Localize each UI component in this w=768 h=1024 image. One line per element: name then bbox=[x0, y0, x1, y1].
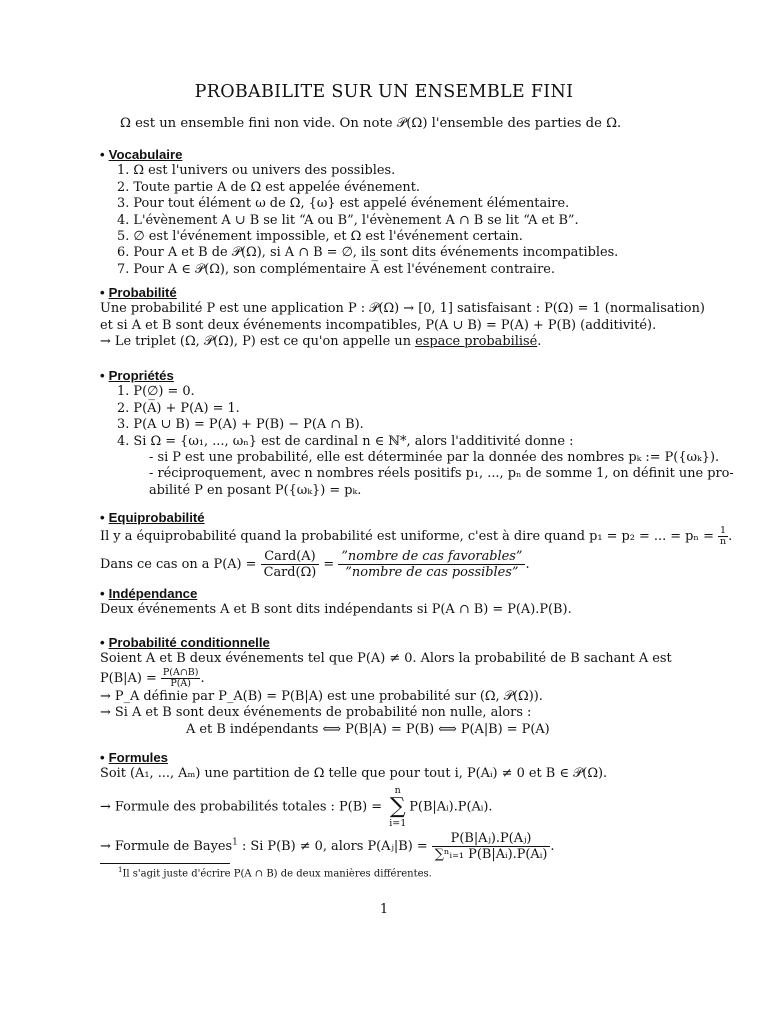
section-heading: • Probabilité bbox=[100, 285, 177, 300]
section-heading: • Equiprobabilité bbox=[100, 510, 205, 525]
section-independance bbox=[100, 586, 690, 619]
fraction: $\frac{1}{n}$ bbox=[720, 525, 727, 548]
sub-item: - réciproquement, avec n nombres réels positifs p₁, ..., pₙ de somme 1, on définit une pro- bbox=[149, 466, 734, 482]
list-item: 2. Toute partie A de Ω est appelée événement. bbox=[117, 179, 420, 195]
footnote-ref: 1 bbox=[232, 837, 238, 848]
section-probabilite bbox=[100, 285, 705, 351]
probabilites-totales-formula: → Formule des probabilités totales : P(B) = n ∑ i=1 P(B|Aᵢ).P(Aᵢ). bbox=[100, 784, 493, 829]
list-item: 2. P(A̅) + P(A) = 1. bbox=[117, 400, 240, 416]
fraction: $\frac{\text{”nombre de cas favorables”}}{\text{”nombre de cas possibles”}}$ bbox=[338, 549, 525, 580]
intro-text: Ω est un ensemble fini non vide. On note 𝒫(Ω) l'ensemble des parties de Ω. bbox=[120, 116, 622, 131]
section-heading: • Vocabulaire bbox=[100, 147, 183, 162]
section-vocabulaire bbox=[100, 147, 690, 278]
fraction: $\frac{P(A\cap B)}{P(A)}$ bbox=[162, 666, 199, 689]
list-item: 4. Si Ω = {ω₁, ..., ωₙ} est de cardinal n ∈ ℕ*, alors l'additivité donne : bbox=[117, 433, 574, 449]
conditionnelle-line: → Si A et B sont deux événements de probabilité non nulle, alors : bbox=[100, 705, 532, 721]
independance-line: Deux événements A et B sont dits indépendants si P(A ∩ B) = P(A).P(B). bbox=[100, 602, 572, 618]
equiprobabilite-formula: Dans ce cas on a P(A) = $\frac{\text{Card(A)}}{\text{Card(Ω)}}$ = $\frac{\text{”nombre de cas favorables”}}{\text{”nombre de cas possibles”}}$ . bbox=[100, 549, 530, 581]
independance-equivalence: A et B indépendants ⟺ P(B|A) = P(B) ⟺ P(A|B) = P(A) bbox=[186, 721, 550, 737]
section-heading: • Formules bbox=[100, 750, 168, 765]
formules-line: Soit (A₁, ..., Aₘ) une partition de Ω telle que pour tout i, P(Aᵢ) ≠ 0 et B ∈ 𝒫(Ω). bbox=[100, 766, 608, 782]
fraction: $\frac{\text{P(B|Aⱼ).P(Aⱼ)}}{\text{∑ⁿᵢ₌₁ P(B|Aᵢ).P(Aᵢ)}}$ bbox=[432, 831, 551, 862]
section-heading: • Indépendance bbox=[100, 586, 198, 601]
section-heading: • Probabilité conditionnelle bbox=[100, 635, 270, 650]
vocabulaire-list bbox=[100, 163, 690, 278]
list-item: 3. P(A ∪ B) = P(A) + P(B) − P(A ∩ B). bbox=[117, 417, 364, 433]
section-heading: • Propriétés bbox=[100, 368, 174, 383]
list-item: 6. Pour A et B de 𝒫(Ω), si A ∩ B = ∅, ils sont dits événements incompatibles. bbox=[117, 245, 619, 261]
list-item: 4. L'évènement A ∪ B se lit “A ou B”, l'évènement A ∩ B se lit “A et B”. bbox=[117, 212, 579, 228]
list-item: 7. Pour A ∈ 𝒫(Ω), son complémentaire A̅ est l'événement contraire. bbox=[117, 261, 555, 277]
definition-line: et si A et B sont deux événements incompatibles, P(A ∪ B) = P(A) + P(B) (additivité). bbox=[100, 317, 657, 333]
section-formules bbox=[100, 750, 690, 862]
proprietes-list bbox=[100, 384, 734, 499]
page-title: PROBABILITE SUR UN ENSEMBLE FINI bbox=[194, 82, 574, 102]
page-number: 1 bbox=[379, 902, 389, 917]
conditionnelle-line: → P_A définie par P_A(B) = P(B|A) est une probabilité sur (Ω, 𝒫(Ω)). bbox=[100, 688, 543, 704]
definition-line: → Le triplet (Ω, 𝒫(Ω), P) est ce qu'on appelle un espace probabilisé. bbox=[100, 334, 542, 350]
bayes-formula: → Formule de Bayes$^1$ : Si P(B) ≠ 0, alors P(Aⱼ|B) = $\frac{\text{P(B|Aⱼ).P(Aⱼ)}}{\text{∑ⁿᵢ₌₁ P(B|Aᵢ).P(Aᵢ)}}$ . bbox=[100, 830, 555, 862]
equiprobabilite-line: Il y a équiprobabilité quand la probabilité est uniforme, c'est à dire quand p₁ = p₂ = ... = pₙ = $\frac{1}{n}$ . bbox=[100, 525, 733, 548]
conditionnelle-formula: P(B|A) = $\frac{P(A\cap B)}{P(A)}$ . bbox=[100, 666, 205, 689]
conditionnelle-line: Soient A et B deux événements tel que P(A) ≠ 0. Alors la probabilité de B sachant A est bbox=[100, 651, 672, 667]
section-proprietes bbox=[100, 368, 734, 499]
section-equiprobabilite bbox=[100, 510, 733, 581]
list-item: 5. ∅ est l'événement impossible, et Ω est l'événement certain. bbox=[117, 229, 523, 245]
espace-probabilise-term: espace probabilisé bbox=[415, 334, 538, 350]
fraction: $\frac{\text{Card(A)}}{\text{Card(Ω)}}$ bbox=[261, 549, 320, 580]
footnote-divider bbox=[100, 863, 230, 864]
list-item: 3. Pour tout élément ω de Ω, {ω} est appelé événement élémentaire. bbox=[117, 196, 570, 212]
definition-line: Une probabilité P est une application P : 𝒫(Ω) → [0, 1] satisfaisant : P(Ω) = 1 (normalisation) bbox=[100, 301, 705, 317]
list-item: 1. Ω est l'univers ou univers des possibles. bbox=[117, 163, 396, 179]
list-item: 1. P(∅) = 0. bbox=[117, 384, 195, 400]
section-conditionnelle bbox=[100, 635, 690, 738]
sum-symbol: n ∑ i=1 bbox=[389, 784, 407, 829]
sub-item: abilité P en posant P({ωₖ}) = pₖ. bbox=[149, 482, 362, 498]
footnote: $^1$Il s'agit juste d'écrire P(A ∩ B) de deux manières différentes. bbox=[118, 866, 432, 880]
sub-item: - si P est une probabilité, elle est déterminée par la donnée des nombres pₖ := P({ωₖ}). bbox=[149, 450, 720, 466]
